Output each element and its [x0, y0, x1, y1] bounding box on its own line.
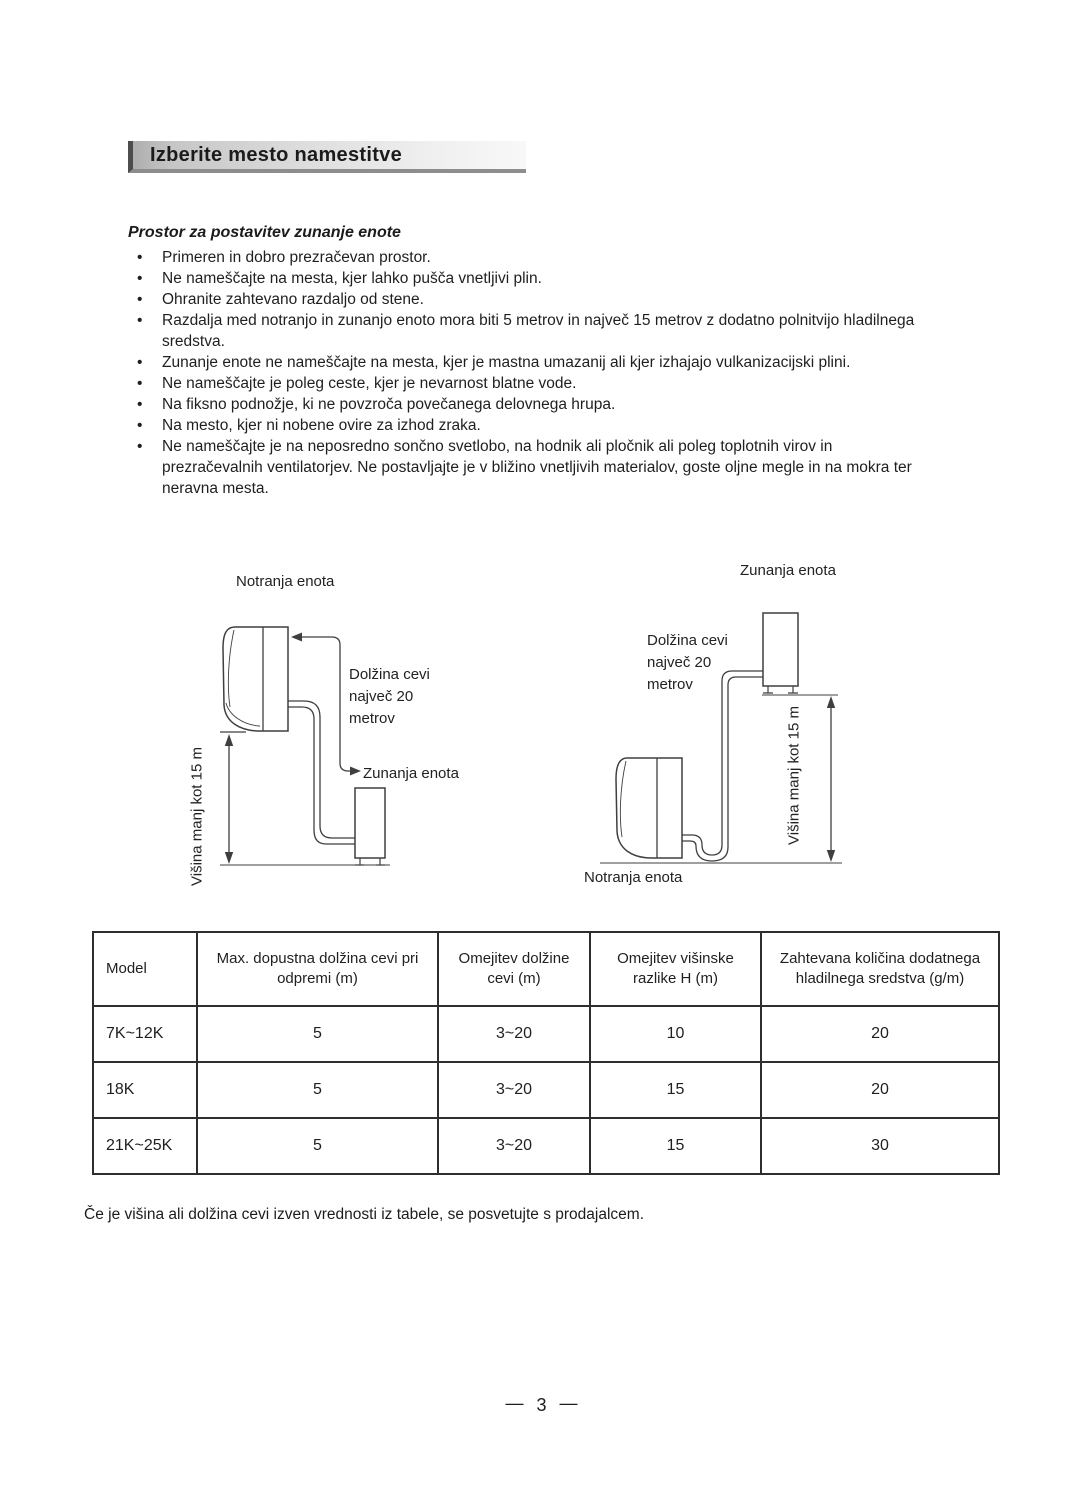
col-header-model: Model [93, 932, 197, 1006]
bullet-item: • Ne nameščajte je na neposredno sončno svetlobo, na hodnik ali pločnik ali poleg toplotnih virov in prezračevalnih ventilatorjev. Ne postavljajte je v bližino vnetljivih materialov, goste oljne megle in na mokra ter neravna mesta. [128, 436, 918, 499]
outdoor-unit-label: Zunanja enota [740, 562, 836, 579]
cell-refrigerant-amount: 20 [761, 1062, 999, 1118]
cell-model: 21K~25K [93, 1118, 197, 1174]
cell-height-diff-limit: 15 [590, 1118, 761, 1174]
indoor-unit-label: Notranja enota [584, 869, 683, 886]
cell-pipe-length-limit: 3~20 [438, 1006, 590, 1062]
cell-pipe-length-limit: 3~20 [438, 1118, 590, 1174]
bullet-item: • Ne nameščajte na mesta, kjer lahko pušča vnetljivi plin. [128, 268, 918, 289]
col-header-pipe-length-limit: Omejitev dolžine cevi (m) [438, 932, 590, 1006]
cell-refrigerant-amount: 30 [761, 1118, 999, 1174]
bullet-list [128, 247, 918, 499]
height-limit-label: Višina manj kot 15 m [188, 747, 206, 886]
outdoor-unit-drawing [355, 788, 385, 865]
cell-max-pipe-length: 5 [197, 1006, 438, 1062]
table-header-row [93, 932, 999, 1006]
bullet-marker: • [137, 396, 143, 413]
cell-height-diff-limit: 15 [590, 1062, 761, 1118]
section-title: Izberite mesto namestitve [150, 143, 403, 166]
footer-dash-left: — [505, 1393, 524, 1413]
page-number: 3 [536, 1395, 547, 1415]
indoor-unit-drawing [220, 627, 288, 732]
bullet-item: • Na fiksno podnožje, ki ne povzroča povečanega delovnega hrupa. [128, 394, 918, 415]
bullet-item: • Ohranite zahtevano razdaljo od stene. [128, 289, 918, 310]
bullet-marker: • [137, 417, 143, 434]
pipe-length-label: Dolžina cevi največ 20 metrov [647, 632, 728, 693]
table-row [93, 1118, 999, 1174]
bullet-item: • Primeren in dobro prezračevan prostor. [128, 247, 918, 268]
bullet-marker: • [137, 270, 143, 287]
outdoor-unit-drawing [763, 613, 798, 693]
page-footer [0, 1395, 1083, 1416]
table-row [93, 1006, 999, 1062]
bullet-item: • Ne nameščajte je poleg ceste, kjer je nevarnost blatne vode. [128, 373, 918, 394]
col-header-refrigerant-amount: Zahtevana količina dodatnega hladilnega sredstva (g/m) [761, 932, 999, 1006]
footer-dash-right: — [559, 1393, 578, 1413]
indoor-unit-drawing [616, 758, 682, 858]
cell-model: 7K~12K [93, 1006, 197, 1062]
table-row [93, 1062, 999, 1118]
bullet-marker: • [137, 312, 143, 329]
cell-height-diff-limit: 10 [590, 1006, 761, 1062]
height-limit-label: Višina manj kot 15 m [785, 706, 803, 845]
bullet-item: • Na mesto, kjer ni nobene ovire za izhod zraka. [128, 415, 918, 436]
bullet-item: • Razdalja med notranjo in zunanjo enoto mora biti 5 metrov in največ 15 metrov z dodatno polnitvijo hladilnega sredstva. [128, 310, 918, 352]
bullet-item: • Zunanje enote ne nameščajte na mesta, kjer je mastna umazanij ali kjer izhajajo vulkanizacijski plini. [128, 352, 918, 373]
bullet-marker: • [137, 249, 143, 266]
refrigerant-pipe-drawing [288, 701, 355, 844]
spec-table [92, 931, 1000, 1175]
footnote: Če je višina ali dolžina cevi izven vrednosti iz tabele, se posvetujte s prodajalcem. [84, 1205, 645, 1223]
height-dimension-arrow [827, 696, 835, 862]
cell-max-pipe-length: 5 [197, 1062, 438, 1118]
refrigerant-pipe-drawing [682, 671, 763, 861]
intro-heading: Prostor za postavitev zunanje enote [128, 224, 401, 241]
cell-max-pipe-length: 5 [197, 1118, 438, 1174]
bullet-marker: • [137, 354, 143, 371]
bullet-marker: • [137, 291, 143, 308]
outdoor-unit-label: Zunanja enota [363, 765, 459, 782]
pipe-length-label: Dolžina cevi največ 20 metrov [349, 666, 430, 727]
col-header-max-pipe-length: Max. dopustna dolžina cevi pri odpremi (m) [197, 932, 438, 1006]
bullet-marker: • [137, 375, 143, 392]
col-header-height-diff-limit: Omejitev višinske razlike H (m) [590, 932, 761, 1006]
cell-refrigerant-amount: 20 [761, 1006, 999, 1062]
section-title-bar [128, 141, 526, 173]
bullet-marker: • [137, 438, 143, 455]
cell-pipe-length-limit: 3~20 [438, 1062, 590, 1118]
indoor-unit-label: Notranja enota [236, 573, 335, 590]
diagram-right-drawing [580, 555, 870, 885]
height-dimension-arrow [225, 734, 233, 864]
cell-model: 18K [93, 1062, 197, 1118]
